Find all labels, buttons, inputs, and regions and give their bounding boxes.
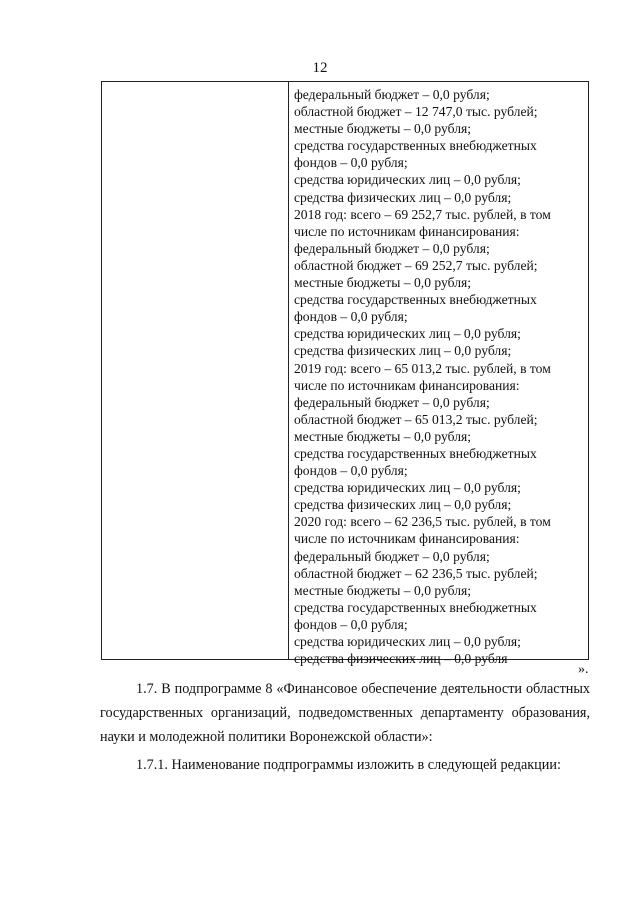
table-line: средства физических лиц – 0,0 рубля; — [294, 343, 512, 359]
closing-quote: ». — [578, 662, 589, 677]
column-divider — [288, 82, 289, 659]
table-line: фондов – 0,0 рубля; — [294, 463, 408, 479]
table-line: числе по источникам финансирования: — [294, 377, 520, 393]
table-line: 2018 год: всего – 69 252,7 тыс. рублей, в том — [294, 206, 551, 222]
table-line: средства юридических лиц – 0,0 рубля; — [294, 480, 521, 496]
table-line: 2019 год: всего – 65 013,2 тыс. рублей, в том — [294, 360, 551, 376]
table-line: федеральный бюджет – 0,0 рубля; — [294, 394, 490, 410]
table-line: 2020 год: всего – 62 236,5 тыс. рублей, в том — [294, 514, 551, 530]
table-line: местные бюджеты – 0,0 рубля; — [294, 582, 472, 598]
table-left-cell — [102, 82, 288, 659]
table-line: областной бюджет – 69 252,7 тыс. рублей; — [294, 257, 538, 273]
paragraph-1-7 — [100, 677, 590, 749]
table-line: средства государственных внебюджетных — [294, 445, 537, 461]
paragraph-line: государственных организаций, подведомственных департаменту образования, — [100, 705, 590, 721]
table-line: средства юридических лиц – 0,0 рубля; — [294, 326, 521, 342]
table-line: федеральный бюджет – 0,0 рубля; — [294, 548, 490, 564]
paragraph-line: науки и молодежной политики Воронежской области»: — [100, 729, 433, 745]
table-line: средства юридических лиц – 0,0 рубля; — [294, 172, 521, 188]
table-line: средства физических лиц – 0,0 рубля; — [294, 497, 512, 513]
table-line: числе по источникам финансирования: — [294, 531, 520, 547]
table-line: средства государственных внебюджетных — [294, 138, 537, 154]
table-line: федеральный бюджет – 0,0 рубля; — [294, 240, 490, 256]
table-line: средства государственных внебюджетных — [294, 599, 537, 615]
paragraph-line: 1.7. В подпрограмме 8 «Финансовое обеспечение деятельности областных — [136, 681, 590, 697]
table-line: числе по источникам финансирования: — [294, 223, 520, 239]
table-line: областной бюджет – 62 236,5 тыс. рублей; — [294, 565, 538, 581]
table-line: средства физических лиц – 0,0 рубля; — [294, 189, 512, 205]
table-line: фондов – 0,0 рубля; — [294, 155, 408, 171]
table-line: местные бюджеты – 0,0 рубля; — [294, 428, 472, 444]
table-line: средства юридических лиц – 0,0 рубля; — [294, 634, 521, 649]
page-number: 12 — [312, 60, 328, 76]
table-line: местные бюджеты – 0,0 рубля; — [294, 121, 472, 137]
table-line: средства физических лиц – 0,0 рубля — [294, 651, 508, 667]
table-line: местные бюджеты – 0,0 рубля; — [294, 275, 472, 291]
table-line: федеральный бюджет – 0,0 рубля; — [294, 87, 490, 102]
table-line: фондов – 0,0 рубля; — [294, 616, 408, 632]
table-line: фондов – 0,0 рубля; — [294, 309, 408, 325]
table-line: средства государственных внебюджетных — [294, 292, 537, 308]
table-line: областной бюджет – 12 747,0 тыс. рублей; — [294, 104, 538, 120]
table-right-cell — [294, 86, 584, 667]
table-line: областной бюджет – 65 013,2 тыс. рублей; — [294, 411, 538, 427]
funding-table — [101, 81, 589, 667]
paragraph-1-7-1: 1.7.1. Наименование подпрограммы изложить в следующей редакции: — [136, 757, 561, 773]
